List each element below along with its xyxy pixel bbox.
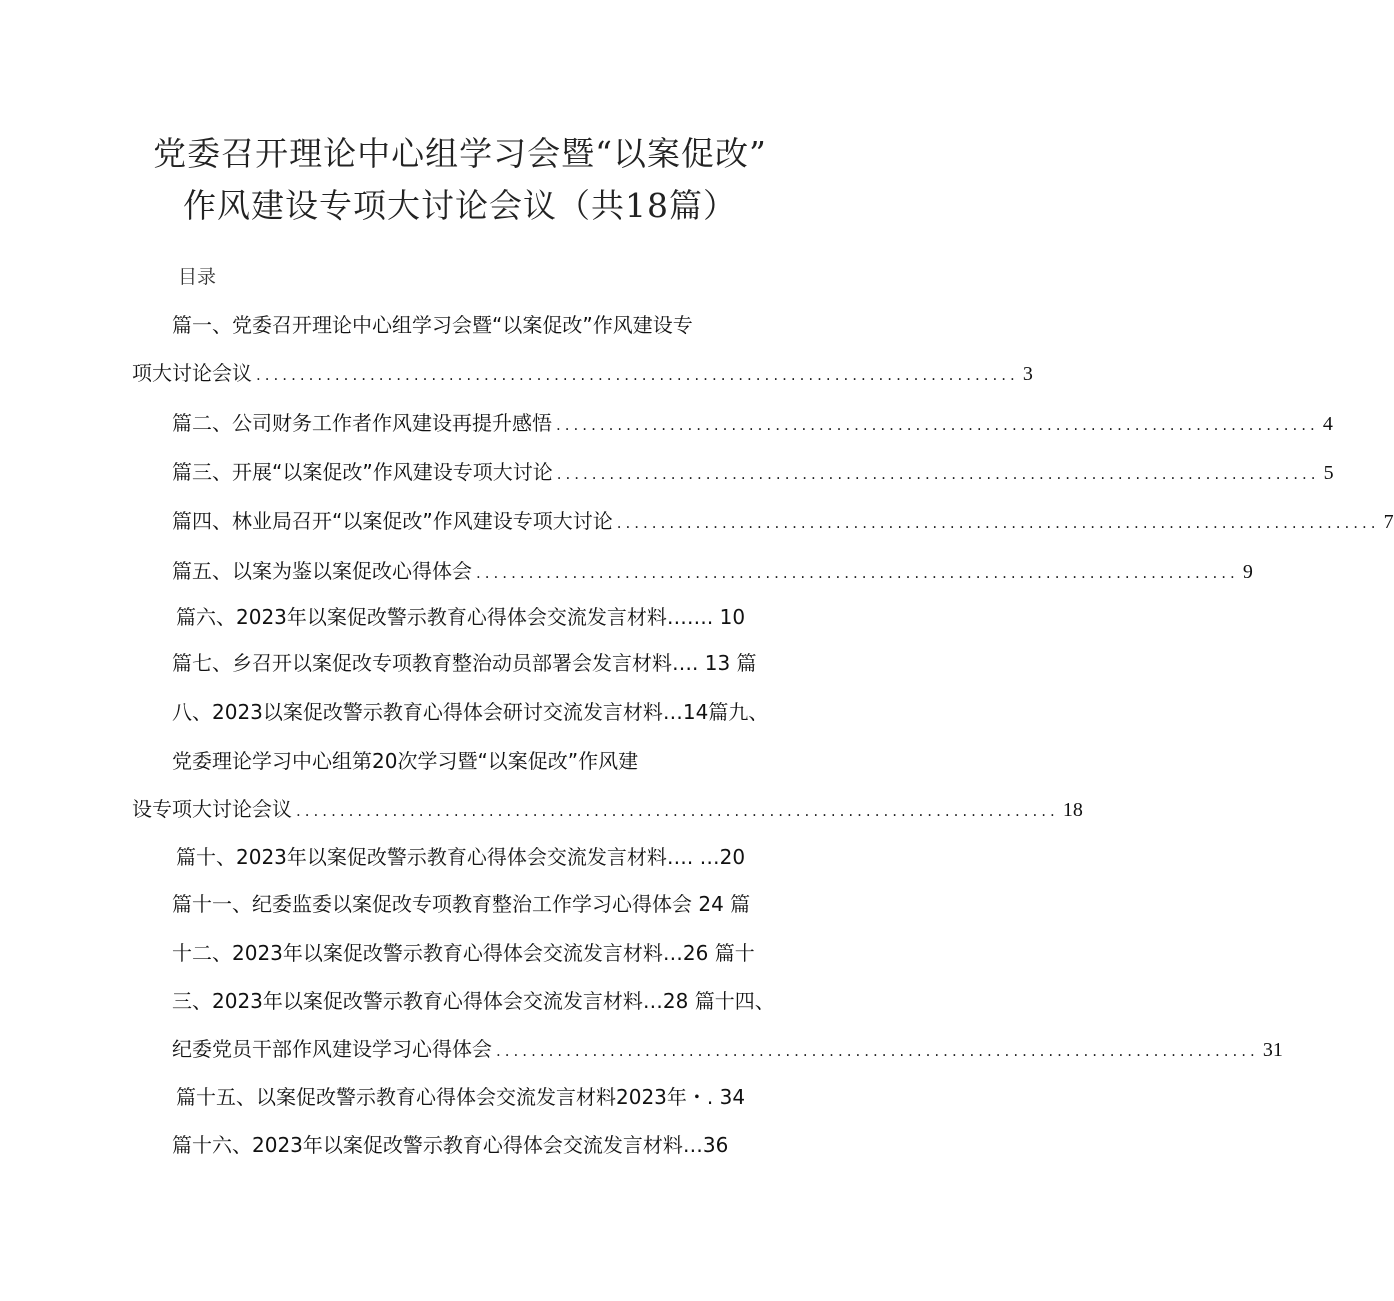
toc-entry-4[interactable] [172,506,1394,536]
page-number: 4 [1322,413,1333,435]
toc-entry-text: 篇三、开展“以案促改”作风建设专项大讨论 [172,460,553,484]
leader-dots: ....................................................................................... [296,802,1059,820]
leader-dots: ....................................................................................... [496,1042,1259,1060]
leader-dots: ....................................................................................... [616,514,1380,532]
toc-entry-10[interactable]: 篇十、2023年以案促改警示教育心得体会交流发言材料…. …20 [176,845,746,869]
toc-entry-15[interactable]: 篇十五、以案促改警示教育心得体会交流发言材料2023年・. 34 [176,1085,746,1109]
toc-entry-text: 篇四、林业局召开“以案促改”作风建设专项大讨论 [172,509,613,533]
leader-dots: ....................................................................................... [556,465,1320,483]
toc-entry-11[interactable]: 篇十一、纪委监委以案促改专项教育整治工作学习心得体会 24 篇 [172,892,751,916]
toc-entry-16[interactable]: 篇十六、2023年以案促改警示教育心得体会交流发言材料…36 [172,1133,729,1157]
toc-entry-5[interactable] [172,556,1253,586]
page-number: 9 [1242,561,1253,583]
toc-entry-14[interactable] [172,1034,1283,1064]
toc-entry-text: 篇五、以案为鉴以案促改心得体会 [172,559,472,583]
toc-entry-2[interactable] [172,408,1333,438]
toc-entry-1-line-1: 篇一、党委召开理论中心组学习会暨“以案促改”作风建设专 [172,313,693,337]
page-number: 7 [1383,511,1394,533]
toc-entry-text: 项大讨论会议 [132,361,252,385]
leader-dots: ....................................................................................... [556,416,1319,434]
toc-entry-1-line-2[interactable] [132,358,1033,388]
page-number: 5 [1323,462,1334,484]
document-title-line-1: 党委召开理论中心组学习会暨“以案促改” [153,134,767,173]
toc-label: 目录 [178,266,217,288]
leader-dots: ....................................................................................... [256,366,1019,384]
toc-entry-13[interactable]: 三、2023年以案促改警示教育心得体会交流发言材料…28 篇十四、 [172,989,775,1013]
toc-entry-text: 设专项大讨论会议 [132,797,292,821]
toc-entry-9-line-2[interactable] [132,794,1083,824]
page-number: 18 [1062,799,1083,821]
leader-dots: ....................................................................................... [476,564,1239,582]
page-number: 31 [1262,1039,1283,1061]
toc-entry-text: 篇二、公司财务工作者作风建设再提升感悟 [172,411,552,435]
toc-entry-text: 纪委党员干部作风建设学习心得体会 [172,1037,492,1061]
toc-entry-6[interactable]: 篇六、2023年以案促改警示教育心得体会交流发言材料……. 10 [176,605,746,629]
toc-entry-12[interactable]: 十二、2023年以案促改警示教育心得体会交流发言材料…26 篇十 [172,941,755,965]
toc-entry-7[interactable]: 篇七、乡召开以案促改专项教育整治动员部署会发言材料…. 13 篇 [172,651,757,675]
toc-entry-8[interactable]: 八、2023以案促改警示教育心得体会研讨交流发言材料…14篇九、 [172,700,769,724]
document-title-line-2: 作风建设专项大讨论会议（共18篇） [183,186,737,225]
toc-entry-9-line-1: 党委理论学习中心组第20次学习暨“以案促改”作风建 [172,749,639,773]
page-number: 3 [1022,363,1033,385]
toc-entry-3[interactable] [172,457,1334,487]
